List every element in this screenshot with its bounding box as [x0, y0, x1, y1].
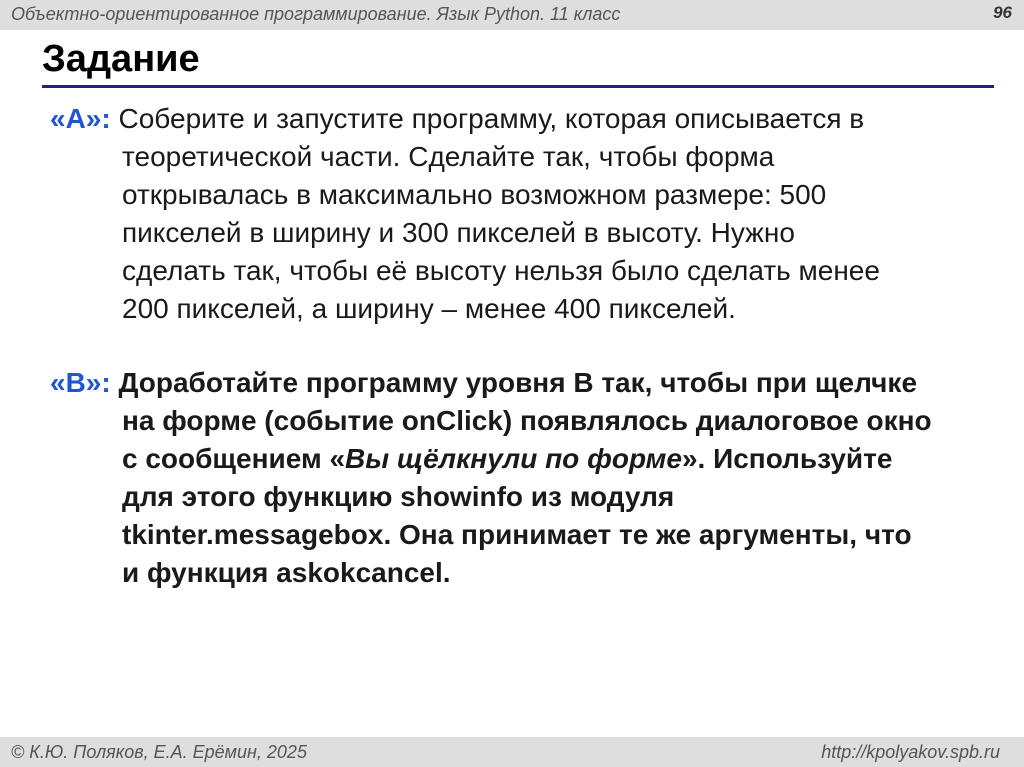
footer-url: http://kpolyakov.spb.ru — [821, 742, 1000, 762]
code-showinfo: showinfo — [400, 481, 524, 512]
task-a-level-label: «A»: — [50, 103, 111, 134]
task-b-line-3-pre: с сообщением « — [122, 443, 346, 474]
task-b-line-4-pre: для этого функцию — [122, 481, 401, 512]
task-b-line-1 — [50, 364, 990, 402]
task-b-line-2 — [50, 402, 990, 440]
task-a-line-5: сделать так, чтобы её высоту нельзя было сделать менее — [122, 255, 880, 286]
code-askokcancel: askokcancel — [276, 557, 443, 588]
task-b-line-6 — [50, 554, 990, 592]
code-tkinter-messagebox: tkinter.messagebox — [122, 519, 384, 550]
task-a-text: Соберите и запустите программу, которая описывается в — [110, 103, 865, 134]
task-b-level-label: «B»: — [50, 367, 111, 398]
header-bar — [0, 0, 1024, 30]
heading-underline — [42, 85, 994, 88]
task-b-line-6-post: . — [442, 557, 451, 588]
task-b-line-2-post: ) появлялось диалоговое окно — [502, 405, 932, 436]
task-a-line-3: открывалась в максимально возможном размере: 500 — [122, 179, 827, 210]
task-b-line-6-pre: и функция — [122, 557, 277, 588]
task-b-line-3 — [50, 440, 990, 478]
task-b-line-4-post: из модуля — [523, 481, 675, 512]
task-a-line-1 — [50, 100, 990, 138]
message-text: Вы щёлкнули по форме — [345, 443, 682, 474]
task-a-line-4: пикселей в ширину и 300 пикселей в высоту. Нужно — [122, 217, 795, 248]
task-b-line-3-post: ». Используйте — [681, 443, 893, 474]
task-a — [50, 100, 990, 328]
footer-bar — [0, 737, 1024, 767]
task-b-line-5 — [50, 516, 990, 554]
task-b — [50, 364, 990, 592]
task-b-line-4 — [50, 478, 990, 516]
task-a-line-2: теоретической части. Сделайте так, чтобы форма — [122, 141, 775, 172]
task-b-line-2-pre: на форме (событие — [122, 405, 402, 436]
course-title: Объектно-ориентированное программирование. Язык Python. 11 класс — [11, 4, 621, 24]
footer-authors: © К.Ю. Поляков, Е.А. Ерёмин, 2025 — [11, 742, 307, 762]
task-b-line-5-post: . Она принимает те же аргументы, что — [383, 519, 912, 550]
page-number: 96 — [993, 3, 1012, 22]
slide-heading: Задание — [42, 38, 200, 80]
code-onclick: onClick — [401, 405, 503, 436]
task-a-line-6: 200 пикселей, а ширину – менее 400 пикселей. — [122, 293, 736, 324]
task-b-text: Доработайте программу уровня B так, чтобы при щелчке — [110, 367, 918, 398]
